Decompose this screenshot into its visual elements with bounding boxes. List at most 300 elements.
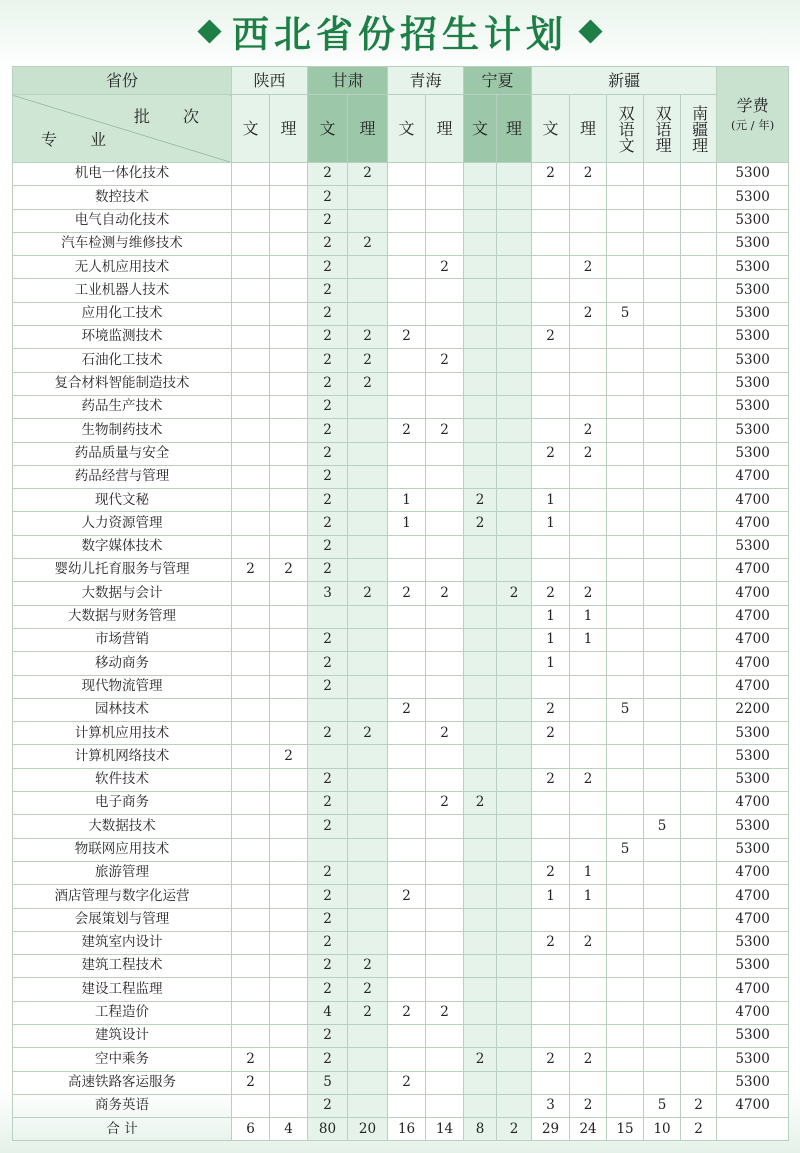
quota-cell — [497, 302, 532, 325]
major-name: 高速铁路客运服务 — [13, 1071, 232, 1094]
quota-cell — [681, 349, 717, 372]
subcol-header: 理 — [348, 95, 388, 163]
quota-cell — [681, 186, 717, 209]
quota-cell — [232, 419, 270, 442]
quota-cell: 2 — [308, 768, 348, 791]
quota-cell — [681, 1024, 717, 1047]
quota-cell — [348, 209, 388, 232]
quota-cell — [644, 675, 681, 698]
quota-cell — [270, 535, 308, 558]
table-row — [13, 209, 789, 232]
fee-cell: 5300 — [717, 395, 789, 418]
fee-cell: 4700 — [717, 1094, 789, 1117]
quota-cell — [464, 722, 497, 745]
quota-cell — [232, 768, 270, 791]
quota-cell: 2 — [570, 442, 607, 465]
quota-cell — [464, 815, 497, 838]
quota-cell — [464, 675, 497, 698]
quota-cell — [607, 908, 644, 931]
quota-cell — [348, 605, 388, 628]
quota-cell — [232, 465, 270, 488]
table-row — [13, 232, 789, 255]
quota-cell — [607, 395, 644, 418]
major-name: 商务英语 — [13, 1094, 232, 1117]
fee-cell: 4700 — [717, 559, 789, 582]
quota-cell — [644, 535, 681, 558]
quota-cell — [270, 582, 308, 605]
quota-cell — [426, 815, 464, 838]
quota-cell: 2 — [570, 1048, 607, 1071]
quota-cell: 3 — [532, 1094, 570, 1117]
quota-cell: 2 — [532, 1048, 570, 1071]
major-name: 会展策划与管理 — [13, 908, 232, 931]
quota-cell: 2 — [464, 489, 497, 512]
quota-cell — [644, 768, 681, 791]
quota-cell — [270, 372, 308, 395]
quota-cell: 5 — [308, 1071, 348, 1094]
quota-cell — [348, 489, 388, 512]
quota-cell — [464, 605, 497, 628]
quota-cell: 2 — [388, 885, 426, 908]
quota-cell — [532, 186, 570, 209]
table-row — [13, 628, 789, 651]
fee-cell: 5300 — [717, 1048, 789, 1071]
quota-cell — [570, 978, 607, 1001]
major-name: 建筑室内设计 — [13, 931, 232, 954]
quota-cell: 2 — [232, 1071, 270, 1094]
subcol-header: 文 — [308, 95, 348, 163]
quota-cell — [681, 1001, 717, 1024]
quota-cell — [232, 372, 270, 395]
quota-cell: 2 — [308, 326, 348, 349]
quota-cell — [464, 349, 497, 372]
major-name: 应用化工技术 — [13, 302, 232, 325]
quota-cell — [426, 186, 464, 209]
quota-cell — [270, 931, 308, 954]
quota-cell — [497, 186, 532, 209]
quota-cell: 24 — [570, 1118, 607, 1141]
quota-cell — [532, 1071, 570, 1094]
quota-cell: 2 — [348, 372, 388, 395]
quota-cell — [270, 326, 308, 349]
quota-cell: 2 — [570, 582, 607, 605]
fee-cell: 5300 — [717, 372, 789, 395]
quota-cell: 2 — [532, 931, 570, 954]
quota-cell — [644, 605, 681, 628]
quota-cell — [232, 232, 270, 255]
quota-cell: 5 — [607, 302, 644, 325]
major-name: 环境监测技术 — [13, 326, 232, 349]
quota-cell — [426, 1048, 464, 1071]
quota-cell: 1 — [570, 628, 607, 651]
quota-cell — [681, 535, 717, 558]
quota-cell: 2 — [308, 1048, 348, 1071]
quota-cell — [681, 559, 717, 582]
quota-cell — [426, 372, 464, 395]
quota-cell — [232, 395, 270, 418]
quota-cell — [464, 279, 497, 302]
province-header: 省份 — [13, 67, 232, 95]
quota-cell — [232, 675, 270, 698]
quota-cell — [570, 279, 607, 302]
quota-cell — [388, 652, 426, 675]
quota-cell — [570, 372, 607, 395]
table-row — [13, 698, 789, 721]
quota-cell — [681, 722, 717, 745]
page-title: 西北省份招生计划 — [232, 12, 568, 56]
quota-cell: 2 — [308, 395, 348, 418]
quota-cell — [464, 931, 497, 954]
fee-label: 学费 — [736, 95, 769, 115]
fee-cell: 5300 — [717, 232, 789, 255]
major-name: 药品质量与安全 — [13, 442, 232, 465]
quota-cell — [644, 163, 681, 186]
quota-cell — [426, 628, 464, 651]
quota-cell: 1 — [388, 489, 426, 512]
quota-cell — [426, 931, 464, 954]
table-row — [13, 512, 789, 535]
quota-cell — [348, 256, 388, 279]
major-label: 专 业 — [41, 130, 121, 149]
quota-cell — [570, 652, 607, 675]
quota-cell — [532, 815, 570, 838]
quota-cell — [644, 1001, 681, 1024]
subcol-header: 理 — [426, 95, 464, 163]
quota-cell — [426, 955, 464, 978]
quota-cell — [464, 582, 497, 605]
quota-cell — [570, 326, 607, 349]
quota-cell — [270, 838, 308, 861]
major-name: 药品经营与管理 — [13, 465, 232, 488]
quota-cell — [348, 628, 388, 651]
quota-cell: 2 — [348, 955, 388, 978]
batch-label: 批 次 — [133, 107, 213, 126]
quota-cell — [232, 256, 270, 279]
quota-cell — [644, 256, 681, 279]
quota-cell — [308, 605, 348, 628]
fee-cell: 5300 — [717, 815, 789, 838]
quota-cell — [681, 675, 717, 698]
fee-cell: 5300 — [717, 163, 789, 186]
table-row — [13, 1024, 789, 1047]
quota-cell — [607, 1001, 644, 1024]
quota-cell — [570, 489, 607, 512]
quota-cell — [607, 279, 644, 302]
quota-cell — [532, 978, 570, 1001]
quota-cell — [232, 885, 270, 908]
quota-cell — [681, 861, 717, 884]
subcol-header: 文 — [388, 95, 426, 163]
table-row — [13, 722, 789, 745]
quota-cell — [232, 815, 270, 838]
fee-cell: 4700 — [717, 582, 789, 605]
diamond-left-icon — [197, 19, 221, 43]
quota-cell — [426, 978, 464, 1001]
quota-cell — [426, 559, 464, 582]
quota-cell — [426, 395, 464, 418]
quota-cell — [308, 698, 348, 721]
quota-cell: 2 — [308, 861, 348, 884]
quota-cell — [607, 465, 644, 488]
table-row — [13, 792, 789, 815]
quota-cell — [232, 955, 270, 978]
quota-cell — [532, 372, 570, 395]
quota-cell — [388, 349, 426, 372]
fee-cell: 4700 — [717, 489, 789, 512]
quota-cell — [497, 745, 532, 768]
quota-cell — [388, 186, 426, 209]
quota-cell — [270, 465, 308, 488]
quota-cell — [607, 1071, 644, 1094]
quota-cell — [497, 885, 532, 908]
quota-cell — [681, 838, 717, 861]
quota-cell — [464, 163, 497, 186]
quota-cell: 2 — [308, 535, 348, 558]
quota-cell — [497, 232, 532, 255]
quota-cell — [270, 395, 308, 418]
quota-cell — [270, 722, 308, 745]
quota-cell — [644, 395, 681, 418]
quota-cell — [644, 326, 681, 349]
quota-cell — [388, 675, 426, 698]
quota-cell — [270, 792, 308, 815]
table-row — [13, 256, 789, 279]
quota-cell — [232, 326, 270, 349]
table-row — [13, 1048, 789, 1071]
quota-cell — [570, 955, 607, 978]
quota-cell — [532, 232, 570, 255]
quota-cell — [644, 652, 681, 675]
quota-cell: 2 — [426, 722, 464, 745]
subcol-header: 双语文 — [607, 95, 644, 163]
province-xinjiang: 新疆 — [532, 67, 717, 95]
quota-cell — [464, 256, 497, 279]
table-row — [13, 955, 789, 978]
table-row — [13, 978, 789, 1001]
fee-cell: 4700 — [717, 1001, 789, 1024]
quota-cell — [570, 512, 607, 535]
major-name: 移动商务 — [13, 652, 232, 675]
quota-cell — [270, 698, 308, 721]
quota-cell — [681, 372, 717, 395]
quota-cell — [681, 512, 717, 535]
quota-cell — [426, 698, 464, 721]
quota-cell: 2 — [570, 302, 607, 325]
quota-cell — [348, 815, 388, 838]
quota-cell — [607, 815, 644, 838]
quota-cell — [607, 768, 644, 791]
quota-cell — [497, 279, 532, 302]
quota-cell — [497, 349, 532, 372]
quota-cell — [681, 279, 717, 302]
quota-cell — [308, 745, 348, 768]
quota-cell — [270, 232, 308, 255]
quota-cell — [426, 652, 464, 675]
quota-cell — [388, 768, 426, 791]
quota-cell — [426, 209, 464, 232]
fee-cell: 2200 — [717, 698, 789, 721]
quota-cell — [270, 1001, 308, 1024]
quota-cell — [570, 675, 607, 698]
quota-cell — [348, 792, 388, 815]
major-name: 电子商务 — [13, 792, 232, 815]
quota-cell — [388, 722, 426, 745]
table-row — [13, 442, 789, 465]
quota-cell — [388, 372, 426, 395]
subcol-header: 双语理 — [644, 95, 681, 163]
quota-cell — [681, 955, 717, 978]
quota-cell — [348, 442, 388, 465]
quota-cell — [497, 535, 532, 558]
quota-cell — [426, 885, 464, 908]
quota-cell: 2 — [426, 256, 464, 279]
quota-cell — [464, 652, 497, 675]
fee-cell: 5300 — [717, 349, 789, 372]
major-name: 数字媒体技术 — [13, 535, 232, 558]
quota-cell — [348, 838, 388, 861]
quota-cell — [497, 768, 532, 791]
quota-cell — [607, 582, 644, 605]
quota-cell — [497, 931, 532, 954]
quota-cell: 1 — [532, 489, 570, 512]
quota-cell — [644, 792, 681, 815]
fee-cell: 5300 — [717, 535, 789, 558]
fee-cell: 5300 — [717, 931, 789, 954]
quota-cell — [348, 1071, 388, 1094]
major-name: 建设工程监理 — [13, 978, 232, 1001]
table-row — [13, 489, 789, 512]
quota-cell: 2 — [348, 349, 388, 372]
quota-cell — [644, 1048, 681, 1071]
diamond-right-icon — [578, 19, 602, 43]
quota-cell: 2 — [308, 489, 348, 512]
quota-cell: 3 — [308, 582, 348, 605]
quota-cell: 2 — [426, 582, 464, 605]
quota-cell — [464, 745, 497, 768]
fee-cell: 4700 — [717, 628, 789, 651]
quota-cell — [644, 209, 681, 232]
quota-cell — [388, 745, 426, 768]
major-name: 建筑设计 — [13, 1024, 232, 1047]
quota-cell — [464, 1094, 497, 1117]
quota-cell — [570, 1024, 607, 1047]
quota-cell — [644, 232, 681, 255]
table-row — [13, 582, 789, 605]
quota-cell: 2 — [308, 792, 348, 815]
quota-cell — [681, 232, 717, 255]
quota-cell — [270, 652, 308, 675]
quota-cell — [497, 1001, 532, 1024]
major-name: 物联网应用技术 — [13, 838, 232, 861]
quota-cell: 6 — [232, 1118, 270, 1141]
quota-cell — [532, 1024, 570, 1047]
quota-cell: 2 — [308, 1094, 348, 1117]
quota-cell — [607, 442, 644, 465]
quota-cell: 2 — [308, 256, 348, 279]
quota-cell — [607, 1094, 644, 1117]
major-name: 工程造价 — [13, 1001, 232, 1024]
quota-cell — [464, 955, 497, 978]
major-name: 旅游管理 — [13, 861, 232, 884]
quota-cell — [426, 1024, 464, 1047]
quota-cell — [497, 1094, 532, 1117]
quota-cell: 2 — [388, 1001, 426, 1024]
quota-cell: 2 — [308, 908, 348, 931]
table-row — [13, 349, 789, 372]
quota-cell — [464, 209, 497, 232]
quota-cell — [388, 838, 426, 861]
fee-cell: 5300 — [717, 302, 789, 325]
major-name: 计算机应用技术 — [13, 722, 232, 745]
quota-cell: 2 — [464, 792, 497, 815]
quota-cell — [388, 978, 426, 1001]
quota-cell: 2 — [464, 1048, 497, 1071]
quota-cell — [681, 256, 717, 279]
subcol-header: 南疆理 — [681, 95, 717, 163]
quota-cell — [348, 535, 388, 558]
quota-cell — [388, 232, 426, 255]
major-name: 大数据与财务管理 — [13, 605, 232, 628]
major-name: 园林技术 — [13, 698, 232, 721]
fee-cell: 4700 — [717, 605, 789, 628]
quota-cell — [497, 815, 532, 838]
major-name: 市场营销 — [13, 628, 232, 651]
quota-cell: 2 — [388, 326, 426, 349]
quota-cell — [607, 559, 644, 582]
quota-cell — [681, 792, 717, 815]
quota-cell — [348, 931, 388, 954]
quota-cell — [570, 465, 607, 488]
quota-cell — [270, 1071, 308, 1094]
quota-cell — [681, 1071, 717, 1094]
quota-cell — [607, 931, 644, 954]
quota-cell — [681, 326, 717, 349]
quota-cell — [270, 256, 308, 279]
quota-cell — [497, 559, 532, 582]
quota-cell: 2 — [426, 419, 464, 442]
quota-cell — [348, 768, 388, 791]
table-row — [13, 861, 789, 884]
header-row-provinces — [13, 67, 789, 95]
quota-cell — [681, 419, 717, 442]
quota-cell: 2 — [308, 279, 348, 302]
quota-cell — [270, 815, 308, 838]
quota-cell: 2 — [570, 1094, 607, 1117]
table-row — [13, 768, 789, 791]
quota-cell — [532, 419, 570, 442]
quota-cell — [270, 605, 308, 628]
quota-cell — [464, 419, 497, 442]
quota-cell: 2 — [308, 163, 348, 186]
quota-cell — [570, 1001, 607, 1024]
quota-cell: 2 — [308, 302, 348, 325]
quota-cell — [426, 163, 464, 186]
quota-cell — [426, 675, 464, 698]
quota-cell — [681, 395, 717, 418]
quota-cell — [232, 279, 270, 302]
quota-cell — [532, 256, 570, 279]
quota-cell — [388, 1094, 426, 1117]
quota-cell — [681, 163, 717, 186]
quota-cell: 4 — [308, 1001, 348, 1024]
quota-cell — [497, 838, 532, 861]
quota-cell — [570, 559, 607, 582]
quota-cell — [464, 442, 497, 465]
quota-cell — [607, 349, 644, 372]
province-ningxia: 宁夏 — [464, 67, 532, 95]
quota-cell: 2 — [681, 1094, 717, 1117]
quota-cell — [232, 535, 270, 558]
